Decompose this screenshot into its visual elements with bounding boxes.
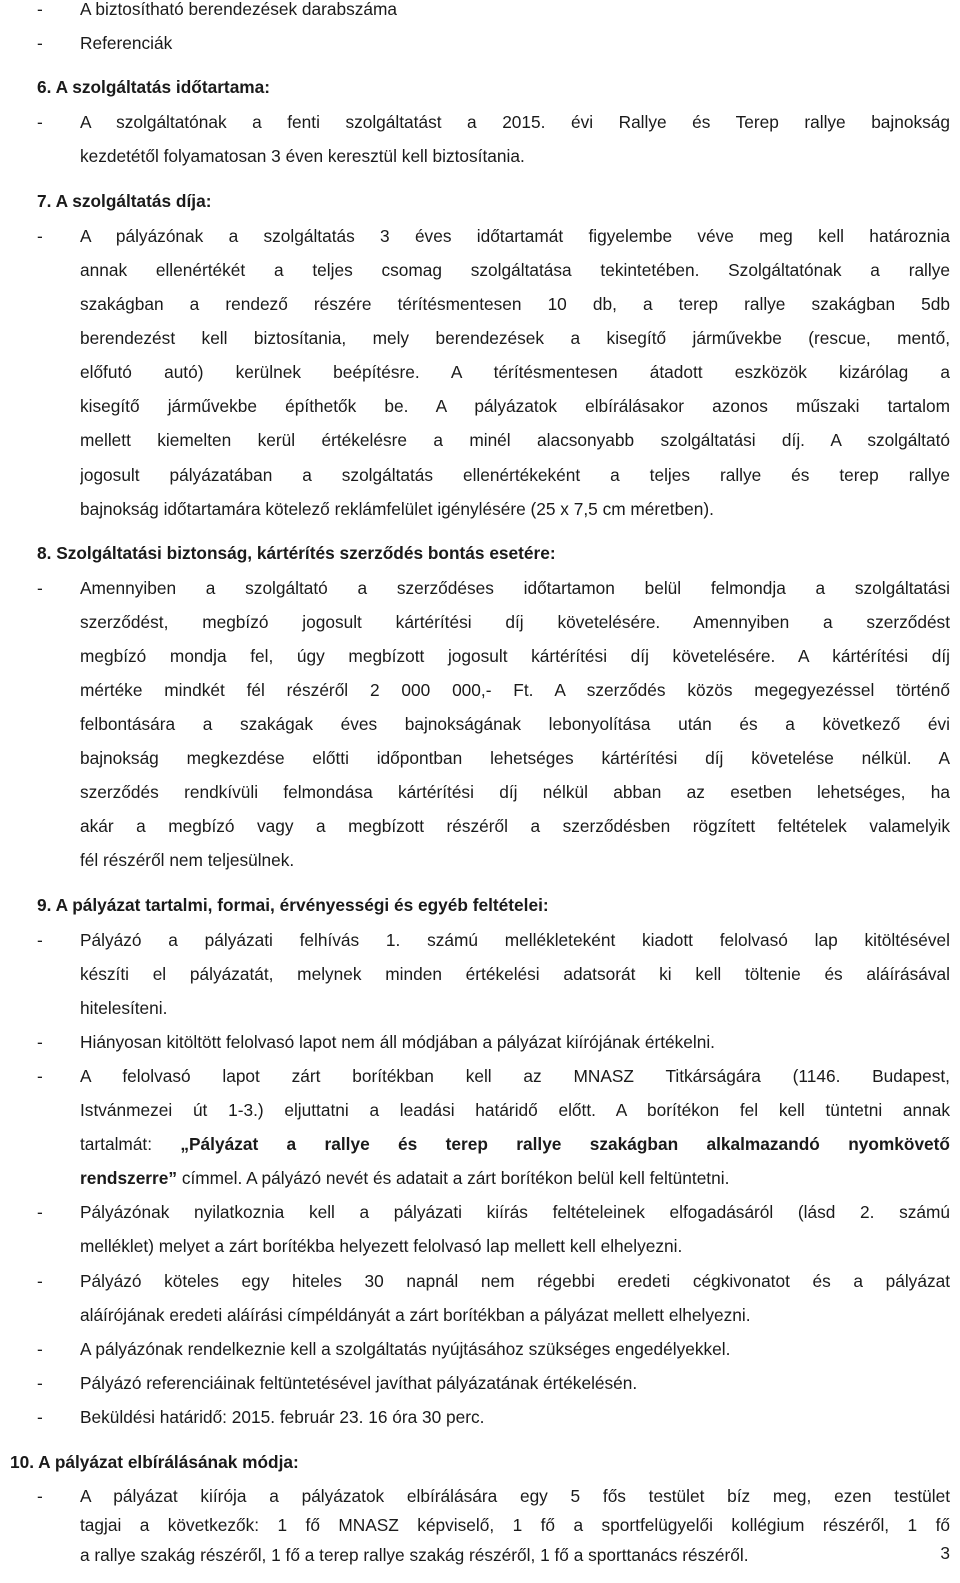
paragraph-line: berendezést kell biztosítania, mely berendezések a kisegítő járművekbe (rescue, mentő, [80,328,950,348]
paragraph-line: tagjai a következők: 1 fő MNASZ képviselő, 1 fő a sportfelügyelői kollégium részéről, 1 fő [80,1515,950,1535]
list-item-line: A felolvasó lapot zárt borítékban kell az MNASZ Titkárságára (1146. Budapest, [80,1066,950,1086]
list-dash: - [37,112,43,132]
list-dash: - [37,1373,43,1393]
section-8-heading: 8. Szolgáltatási biztonság, kártérítés szerződés bontás esetére: [37,543,556,563]
paragraph-line: mértéke mindkét fél részéről 2 000 000,- Ft. A szerződés közös megegyezéssel történő [80,680,950,700]
page-number: 3 [940,1543,950,1563]
paragraph-line: A szolgáltatónak a fenti szolgáltatást a 2015. évi Rallye és Terep rallye bajnokság [80,112,950,132]
paragraph-line: A pályázat kiírója a pályázatok elbírálására egy 5 fős testület bíz meg, ezen testület [80,1486,950,1506]
bold-title-run: „Pályázat a rallye és terep rallye szakágban alkalmazandó nyomkövető [180,1134,950,1154]
list-dash: - [37,33,43,53]
section-7-heading: 7. A szolgáltatás díja: [37,191,212,211]
list-dash: - [37,1066,43,1086]
list-item-line [80,1132,950,1156]
paragraph-line: előfutó autó) kerülnek beépítésre. A térítésmentesen átadott eszközök kizárólag a [80,362,950,382]
list-item-line: Pályázó a pályázati felhívás 1. számú mellékleteként kiadott felolvasó lap kitöltésével [80,930,950,950]
paragraph-line: szakágban a rendező részére térítésmentesen 10 db, a terep rallye szakágban 5db [80,294,950,314]
list-item: A biztosítható berendezések darabszáma [80,0,398,19]
section-9-heading: 9. A pályázat tartalmi, formai, érvényességi és egyéb feltételei: [37,895,549,915]
bold-title-run: rendszerre” [80,1168,178,1188]
paragraph-line: felbontására a szakágak éves bajnokságának lebonyolítása után és a következő évi [80,714,950,734]
paragraph-line: Amennyiben a szolgáltató a szerződéses időtartamon belül felmondja a szolgáltatási [80,578,950,598]
paragraph-line: szerződés rendkívüli felmondása kártérítési díj nélkül abban az esetben lehetséges, ha [80,782,950,802]
list-dash: - [37,578,43,598]
list-dash: - [37,1271,43,1291]
list-item-line: hitelesíteni. [80,998,168,1018]
paragraph-line: szerződést, megbízó jogosult kártérítési díj követelésére. Amennyiben a szerződést [80,612,950,632]
paragraph-line: bajnokság időtartamára kötelező reklámfelület igénylésére (25 x 7,5 cm méretben). [80,499,714,519]
paragraph-line: kisegítő járművekbe építhetők be. A pályázatok elbírálásakor azonos műszaki tartalom [80,396,950,416]
paragraph-line: kezdetétől folyamatosan 3 éven keresztül kell biztosítania. [80,146,525,166]
paragraph-line: A pályázónak a szolgáltatás 3 éves időtartamát figyelembe véve meg kell határoznia [80,226,950,246]
section-10-heading: 10. A pályázat elbírálásának módja: [10,1452,299,1472]
list-item-line: Istvánmezei út 1-3.) eljuttatni a leadási határidő előtt. A borítékon fel kell tüntetni annak [80,1100,950,1120]
list-item-line: aláírójának eredeti aláírási címpéldányát a zárt borítékban a pályázat mellett elhelyezni. [80,1305,751,1325]
list-dash: - [37,226,43,246]
list-item-line: A pályázónak rendelkeznie kell a szolgáltatás nyújtásához szükséges engedélyekkel. [80,1339,731,1359]
paragraph-line: bajnokság megkezdése előtti időpontban lehetséges kártérítési díj követelése nélkül. A [80,748,950,768]
list-item-line: készíti el pályázatát, melynek minden értékelési adatsorát ki kell töltenie és aláírásával [80,964,950,984]
list-item-line: Pályázó referenciáinak feltüntetésével javíthat pályázatának értékelésén. [80,1373,638,1393]
paragraph-line: megbízó mondja fel, úgy megbízott jogosult kártérítési díj követelésére. A kártérítési díj [80,646,950,666]
list-item-line: melléklet) melyet a zárt borítékba helyezett felolvasó lap mellett kell elhelyezni. [80,1236,683,1256]
list-dash: - [37,1202,43,1222]
list-dash: - [37,930,43,950]
text-run: címmel. A pályázó nevét és adatait a zárt borítékon belül kell feltüntetni. [177,1168,730,1188]
list-item-line: Pályázó köteles egy hiteles 30 napnál nem régebbi eredeti cégkivonatot és a pályázat [80,1271,950,1291]
paragraph-line: mellett kiemelten kerül értékelésre a minél alacsonyabb szolgáltatási díj. A szolgáltató [80,430,950,450]
paragraph-line: a rallye szakág részéről, 1 fő a terep rallye szakág részéről, 1 fő a sporttanács részéről. [80,1545,749,1565]
list-dash: - [37,1486,43,1506]
list-item: Referenciák [80,33,173,53]
section-6-heading: 6. A szolgáltatás időtartama: [37,77,271,97]
paragraph-line: annak ellenértékét a teljes csomag szolgáltatása tekintetében. Szolgáltatónak a rallye [80,260,950,280]
list-dash: - [37,1407,43,1427]
list-dash: - [37,1032,43,1052]
paragraph-line: akár a megbízó vagy a megbízott részéről a szerződésben rögzített feltételek valamelyik [80,816,950,836]
list-item-line: Hiányosan kitöltött felolvasó lapot nem áll módjában a pályázat kiírójának értékelni. [80,1032,715,1052]
paragraph-line: fél részéről nem teljesülnek. [80,850,295,870]
list-item-line: Beküldési határidő: 2015. február 23. 16 óra 30 perc. [80,1407,485,1427]
text-run: tartalmát: [80,1134,181,1154]
list-dash: - [37,0,43,19]
list-item-line: Pályázónak nyilatkoznia kell a pályázati kiírás feltételeinek elfogadásáról (lásd 2. számú [80,1202,950,1222]
list-item-line [80,1166,729,1190]
paragraph-line: jogosult pályázatában a szolgáltatás ellenértékeként a teljes rallye és terep rallye [80,465,950,485]
list-dash: - [37,1339,43,1359]
